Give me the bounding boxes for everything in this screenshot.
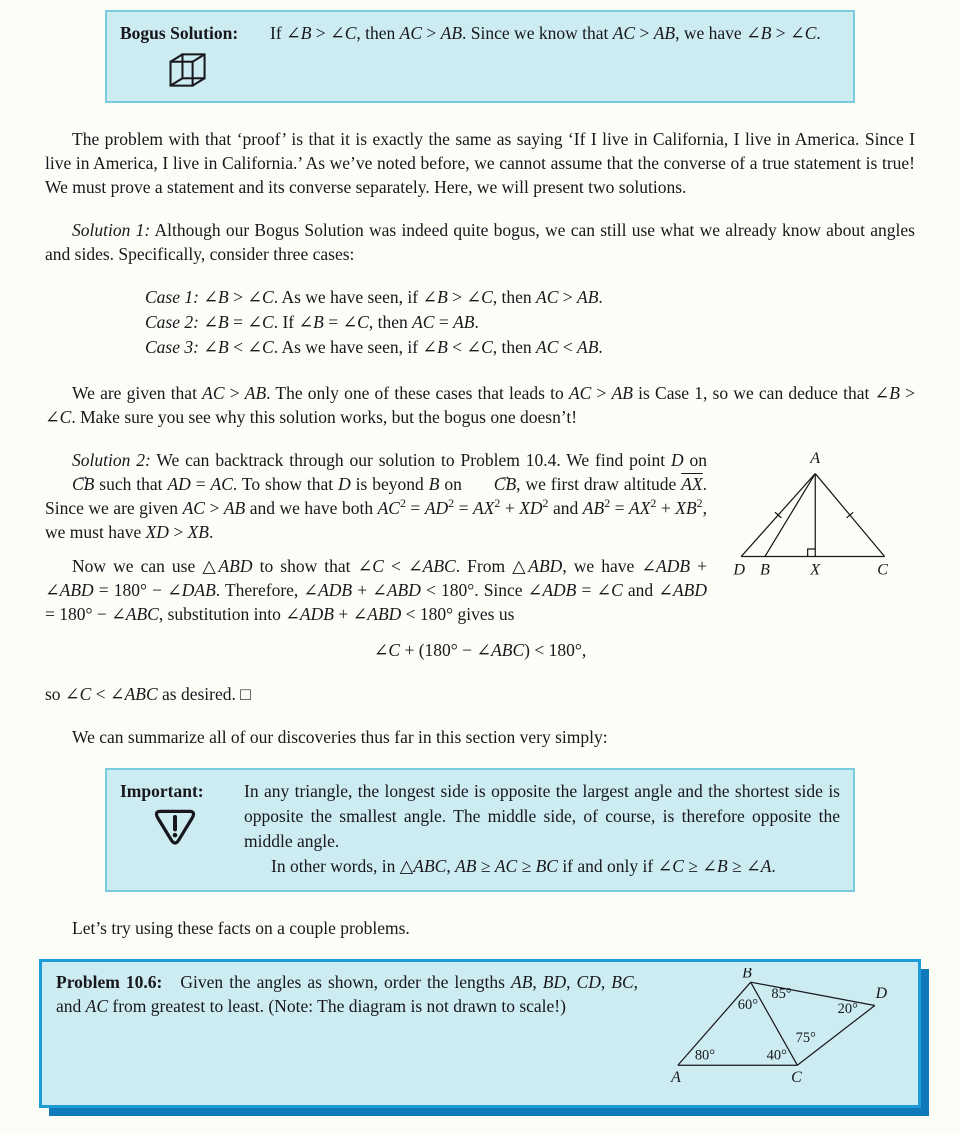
solution2-triangle-figure [725,450,915,582]
fig2-angle-b-bcd: 85° [771,986,792,1003]
case-2: Case 2: ∠B = ∠C. If ∠B = ∠C, then AC = AB. [145,312,479,332]
impossible-cube-icon [165,50,211,90]
case-1: Case 1: ∠B > ∠C. As we have seen, if ∠B > ∠C, then AC > AB. [145,287,603,307]
paragraph-solution2-p1: Solution 2: We can backtrack through our solution to Problem 10.4. We find point D on CB → such that AD = AC. To show that D is beyond B on CB →, we first draw altitude $\overline{AX}$. Since we are given AC > AB and we have both $AC^2 = AD^2 = AX^2 + XD^2$ and $AB^2 = AX^2 + XB^2$, we must have XD > XB. [45,448,915,544]
important-text-main: In any triangle, the longest side is opposite the largest angle and the shortest side is opposite the smallest angle. The middle side, of course, is therefore opposite the middle angle. [244,781,840,851]
fig1-label-b: B [759,561,770,579]
right-angle-mark [808,549,816,557]
fig1-label-c: C [877,561,889,579]
fig2-label-a: A [671,1069,681,1087]
bogus-solution-box [105,10,855,103]
fig1-label-x: X [810,561,821,579]
bogus-solution-label: Bogus Solution: [120,23,239,43]
equation-line: ∠C + (180° − ∠ABC) < 180°, [373,640,587,660]
fig2-label-d: D [875,985,888,1003]
important-side [120,779,230,879]
case-3: Case 3: ∠B < ∠C. As we have seen, if ∠B < ∠C, then AC < AB. [145,337,603,357]
fig2-angle-d: 20° [837,1000,858,1017]
exclamation-warning-icon [153,808,197,848]
case-list [145,285,915,360]
fig2-label-b: B [742,968,752,982]
bogus-solution-side [120,21,256,90]
important-label: Important: [120,781,204,801]
fig2-angle-a: 80° [694,1047,716,1064]
fig2-angle-b-abc: 60° [737,997,758,1014]
important-box [105,768,855,892]
bogus-solution-text: If ∠B > ∠C, then AC > AB. Since we know that AC > AB, we have ∠B > ∠C. [270,23,821,43]
problem-box [39,959,921,1108]
fig1-label-a: A [810,450,821,468]
problem-text: Given the angles as shown, order the lengths AB, BD, CD, BC, and AC from greatest to least. (Note: The diagram is not drawn to scale!) [56,972,638,1016]
fig2-angle-c-abc: 40° [766,1047,787,1064]
important-text [244,779,840,879]
paragraph-summarize: We can summarize all of our discoveries thus far in this section very simply: [72,727,608,747]
problem-label: Problem 10.6: [56,972,163,992]
solution2-block [45,448,915,626]
paragraph-converse: The problem with that ‘proof’ is that it is exactly the same as saying ‘If I live in California, I live in America. Since I live in America, I live in California.’ As we’ve noted before, we cannot assume that the converse of a true statement is true! We must prove a statement and its converse separately. Here, we will present two solutions. [45,129,915,197]
paragraph-conclusion: so ∠C < ∠ABC as desired. □ [45,684,251,704]
paragraph-lets-try: Let’s try using these facts on a couple problems. [72,918,410,938]
paragraph-solution2-p2: Now we can use △ABD to show that ∠C < ∠ABC. From △ABD, we have ∠ADB + ∠ABD = 180° − ∠DAB. Therefore, ∠ADB + ∠ABD < 180°. Since ∠ADB = ∠C and ∠ABD = 180° − ∠ABC, substitution into ∠ADB + ∠ABD < 180° gives us [45,556,707,624]
problem-figure [648,968,900,1099]
paragraph-given: We are given that AC > AB. The only one of these cases that leads to AC > AB is Case 1, so we can deduce that ∠B > ∠C. Make sure you see why this solution works, but the bogus one doesn’t! [45,383,915,427]
fig1-label-d: D [733,561,746,579]
paragraph-solution1-intro: Solution 1: Although our Bogus Solution was indeed quite bogus, we can still use what we already know about angles and sides. Specifically, consider three cases: [45,220,915,264]
fig2-label-c: C [791,1069,802,1087]
important-text-secondary: In other words, in △ABC, AB ≥ AC ≥ BC if and only if ∠C ≥ ∠B ≥ ∠A. [271,856,776,876]
fig2-angle-c-bcd: 75° [795,1029,816,1046]
